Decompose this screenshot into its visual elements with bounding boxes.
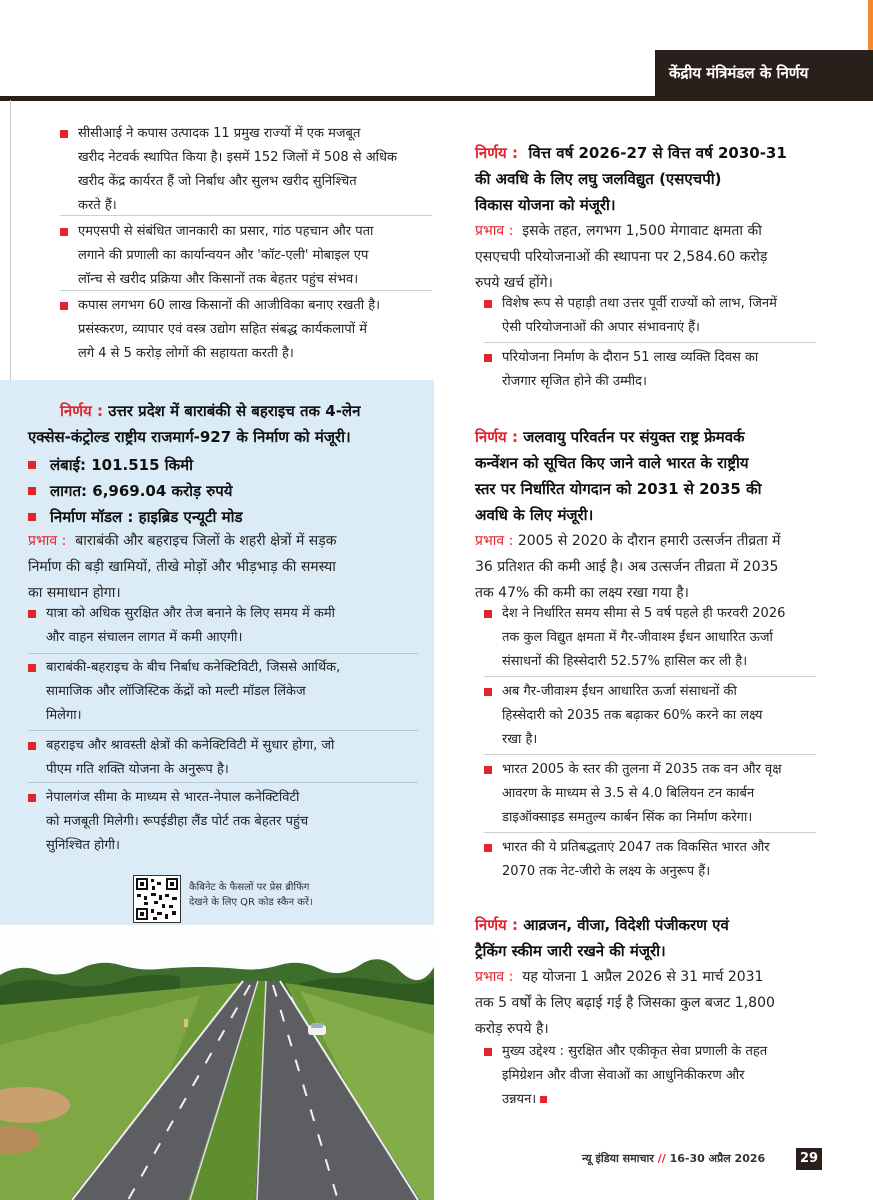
header-rule xyxy=(0,96,873,101)
bullet-line: बाराबंकी-बहराइच के बीच निर्बाध कनेक्टिविटी, जिससे आर्थिक, xyxy=(46,660,341,675)
bullet-line: लगाने की प्रणाली का कार्यान्वयन और 'कॉट-एली' मोबाइल एप xyxy=(78,248,369,263)
impact-line: एसएचपी परियोजनाओं की स्थापना पर 2,584.60 करोड़ xyxy=(475,249,768,265)
hydro-decision-heading xyxy=(475,140,787,218)
bullet-line: अब गैर-जीवाश्म ईंधन आधारित ऊर्जा संसाधनों की xyxy=(502,684,737,699)
page-number: 29 xyxy=(796,1148,822,1170)
header-accent xyxy=(868,0,873,50)
impact-line: निर्माण की बड़ी खामियों, तीखे मोड़ों और भीड़भाड़ की समस्या xyxy=(28,559,336,575)
bullet-line: बहराइच और श्रावस्ती क्षेत्रों की कनेक्टिविटी में सुधार होगा, जो xyxy=(46,738,335,753)
heading-line: विकास योजना को मंजूरी। xyxy=(475,196,616,214)
bullet-line: रखा है। xyxy=(502,732,538,747)
impact-line: करोड़ रुपये है। xyxy=(475,1021,549,1037)
bullet-marker xyxy=(484,844,492,852)
bullet-marker xyxy=(28,742,36,750)
bullet-line: खरीद नेटवर्क स्थापित किया है। इसमें 152 जिलों में 508 से अधिक xyxy=(78,150,397,165)
bullet-marker xyxy=(60,228,68,236)
highway-road-image xyxy=(0,925,434,1200)
impact-line: तक 5 वर्षों के लिए बढ़ाई गई है जिसका कुल बजट 1,800 xyxy=(475,995,775,1011)
impact-line: इसके तहत, लगभग 1,500 मेगावाट क्षमता की xyxy=(522,223,762,239)
page-footer xyxy=(582,1151,765,1166)
bullet-marker xyxy=(484,1048,492,1056)
impact-line: बाराबंकी और बहराइच जिलों के शहरी क्षेत्रों में सड़क xyxy=(75,533,337,549)
bullet-line: विशेष रूप से पहाड़ी तथा उत्तर पूर्वी राज्यों को लाभ, जिनमें xyxy=(502,296,777,311)
bullet-line: लॉन्च से खरीद प्रक्रिया और किसानों तक बेहतर पहुंच संभव। xyxy=(78,272,359,287)
bullet-line: यात्रा को अधिक सुरक्षित और तेज बनाने के लिए समय में कमी xyxy=(46,606,335,621)
divider xyxy=(60,215,432,216)
heading-line: एक्सेस-कंट्रोल्ड राष्ट्रीय राजमार्ग-927 के निर्माण को मंजूरी। xyxy=(28,428,351,446)
impact-line: का समाधान होगा। xyxy=(28,585,121,601)
divider xyxy=(484,832,816,833)
heading-line: उत्तर प्रदेश में बाराबंकी से बहराइच तक 4-लेन xyxy=(108,402,361,420)
qr-caption-line: कैबिनेट के फैसलों पर प्रेस ब्रीफिंग xyxy=(189,882,310,893)
bullet-marker xyxy=(28,461,36,469)
bullet-marker xyxy=(60,130,68,138)
margin-rule xyxy=(10,100,11,380)
bullet-line: आवरण के माध्यम से 3.5 से 4.0 बिलियन टन कार्बन xyxy=(502,786,755,801)
impact-line: तक 47% की कमी का लक्ष्य रखा गया है। xyxy=(475,585,689,601)
qr-caption-line: देखने के लिए QR कोड स्कैन करें। xyxy=(189,897,313,908)
bullet-line: एमएसपी से संबंधित जानकारी का प्रसार, गांठ पहचान और पता xyxy=(78,224,374,239)
divider xyxy=(28,653,418,654)
bullet-line: उन्नयन। xyxy=(502,1092,537,1107)
bullet-line: और वाहन संचालन लागत में कमी आएगी। xyxy=(46,630,243,645)
impact-line: 2005 से 2020 के दौरान हमारी उत्सर्जन तीव्रता में xyxy=(517,533,781,549)
bullet-line: तक कुल विद्युत क्षमता में गैर-जीवाश्म ईंधन आधारित ऊर्जा xyxy=(502,630,773,645)
bullet-line: सुनिश्चित होगी। xyxy=(46,838,120,853)
objective-label: मुख्य उद्देश्य : xyxy=(502,1044,565,1059)
heading-line: ट्रैकिंग स्कीम जारी रखने की मंजूरी। xyxy=(475,942,666,960)
bullet-line: डाइऑक्साइड समतुल्य कार्बन सिंक का निर्माण करेगा। xyxy=(502,810,753,825)
immigration-decision-heading xyxy=(475,912,729,964)
bullet-line: सुरक्षित और एकीकृत सेवा प्रणाली के तहत xyxy=(568,1044,768,1059)
heading-line: कन्वेंशन को सूचित किए जाने वाले भारत के राष्ट्रीय xyxy=(475,454,749,472)
bullet-line: सामाजिक और लॉजिस्टिक केंद्रों को मल्टी मॉडल लिंकेज xyxy=(46,684,306,699)
divider xyxy=(484,754,816,755)
section-title-tag xyxy=(655,50,873,96)
bullet-line: पीएम गति शक्ति योजना के अनुरूप है। xyxy=(46,762,229,777)
divider xyxy=(60,290,432,291)
bullet-marker xyxy=(28,487,36,495)
bullet-line: प्रसंस्करण, व्यापार एवं वस्त्र उद्योग सहित संबद्ध कार्यकलापों में xyxy=(78,322,368,337)
fact-text: निर्माण मॉडल : हाइब्रिड एन्यूटी मोड xyxy=(50,508,243,526)
bullet-line: भारत की ये प्रतिबद्धताएं 2047 तक विकसित भारत और xyxy=(502,840,770,855)
bullet-line: भारत 2005 के स्तर की तुलना में 2035 तक वन और वृक्ष xyxy=(502,762,782,777)
impact-label: प्रभाव : xyxy=(475,969,514,985)
decision-label: निर्णय : xyxy=(475,144,518,162)
impact-line: रुपये खर्च होंगे। xyxy=(475,275,553,291)
heading-line: की अवधि के लिए लघु जलविद्युत (एसएचपी) xyxy=(475,170,722,188)
divider xyxy=(484,342,816,343)
impact-label: प्रभाव : xyxy=(475,223,514,239)
bullet-line: कपास लगभग 60 लाख किसानों की आजीविका बनाए रखती है। xyxy=(78,298,381,313)
qr-code[interactable] xyxy=(133,875,181,923)
bullet-marker xyxy=(484,688,492,696)
bullet-marker xyxy=(28,794,36,802)
issue-date: 16-30 अप्रैल 2026 xyxy=(669,1152,766,1165)
end-marker-icon xyxy=(540,1096,547,1103)
climate-decision-heading xyxy=(475,424,762,528)
fact-text: लंबाई: 101.515 किमी xyxy=(50,456,194,474)
bullet-marker xyxy=(60,302,68,310)
bullet-line: संसाधनों की हिस्सेदारी 52.57% हासिल कर ली है। xyxy=(502,654,748,669)
highway-heading-cont xyxy=(28,424,351,450)
heading-line: आव्रजन, वीजा, विदेशी पंजीकरण एवं xyxy=(523,916,729,934)
qr-caption xyxy=(189,880,313,910)
decision-label: निर्णय : xyxy=(475,916,518,934)
impact-label: प्रभाव : xyxy=(28,533,67,549)
bullet-line: सीसीआई ने कपास उत्पादक 11 प्रमुख राज्यों में एक मजबूत xyxy=(78,126,361,141)
qr-code-icon xyxy=(134,876,180,922)
publication-name: न्यू इंडिया समाचार xyxy=(582,1152,654,1165)
impact-line: यह योजना 1 अप्रैल 2026 से 31 मार्च 2031 xyxy=(522,969,764,985)
bullet-marker xyxy=(28,610,36,618)
decision-label: निर्णय : xyxy=(475,428,518,446)
highway-photo xyxy=(0,925,434,1200)
bullet-line: रोजगार सृजित होने की उम्मीद। xyxy=(502,374,647,389)
bullet-line: को मजबूती मिलेगी। रूपईडीहा लैंड पोर्ट तक बेहतर पहुंच xyxy=(46,814,309,829)
bullet-line: इमिग्रेशन और वीजा सेवाओं का आधुनिकीकरण और xyxy=(502,1068,745,1083)
bullet-line: हिस्सेदारी को 2035 तक बढ़ाकर 60% करने का लक्ष्य xyxy=(502,708,763,723)
heading-line: स्तर पर निर्धारित योगदान को 2031 से 2035 की xyxy=(475,480,762,498)
fact-text: लागत: 6,969.04 करोड़ रुपये xyxy=(50,482,233,500)
divider xyxy=(28,730,418,731)
bullet-line: करते हैं। xyxy=(78,198,117,213)
impact-label: प्रभाव : xyxy=(475,533,514,549)
bullet-marker xyxy=(28,664,36,672)
bullet-line: मिलेगा। xyxy=(46,708,82,723)
hydro-impact xyxy=(475,218,767,296)
bullet-line: ऐसी परियोजनाओं की अपार संभावनाएं हैं। xyxy=(502,320,700,335)
footer-separator: // xyxy=(657,1152,666,1165)
immigration-impact xyxy=(475,964,775,1042)
bullet-line: खरीद केंद्र कार्यरत हैं जो निर्बाध और सुलभ खरीद सुनिश्चित xyxy=(78,174,357,189)
bullet-marker xyxy=(484,766,492,774)
heading-line: जलवायु परिवर्तन पर संयुक्त राष्ट्र फ्रेमवर्क xyxy=(523,428,745,446)
bullet-line: लगे 4 से 5 करोड़ लोगों की सहायता करती है। xyxy=(78,346,294,361)
heading-line: वित्त वर्ष 2026-27 से वित्त वर्ष 2030-31 xyxy=(528,144,787,162)
impact-line: 36 प्रतिशत की कमी आई है। अब उत्सर्जन तीव्रता में 2035 xyxy=(475,559,779,575)
bullet-marker xyxy=(28,513,36,521)
highway-decision-heading xyxy=(60,398,360,424)
bullet-line: नेपालगंज सीमा के माध्यम से भारत-नेपाल कनेक्टिविटी xyxy=(46,790,300,805)
bullet-marker xyxy=(484,610,492,618)
bullet-marker xyxy=(484,300,492,308)
decision-label: निर्णय : xyxy=(60,402,103,420)
climate-impact xyxy=(475,528,781,606)
section-title: केंद्रीय मंत्रिमंडल के निर्णय xyxy=(669,64,809,82)
divider xyxy=(28,782,418,783)
highway-impact xyxy=(28,528,337,606)
bullet-line: परियोजना निर्माण के दौरान 51 लाख व्यक्ति दिवस का xyxy=(502,350,759,365)
bullet-line: 2070 तक नेट-जीरो के लक्ष्य के अनुरूप हैं। xyxy=(502,864,711,879)
heading-line: अवधि के लिए मंजूरी। xyxy=(475,506,594,524)
bullet-line: देश ने निर्धारित समय सीमा से 5 वर्ष पहले ही फरवरी 2026 xyxy=(502,606,786,621)
bullet-marker xyxy=(484,354,492,362)
divider xyxy=(484,676,816,677)
